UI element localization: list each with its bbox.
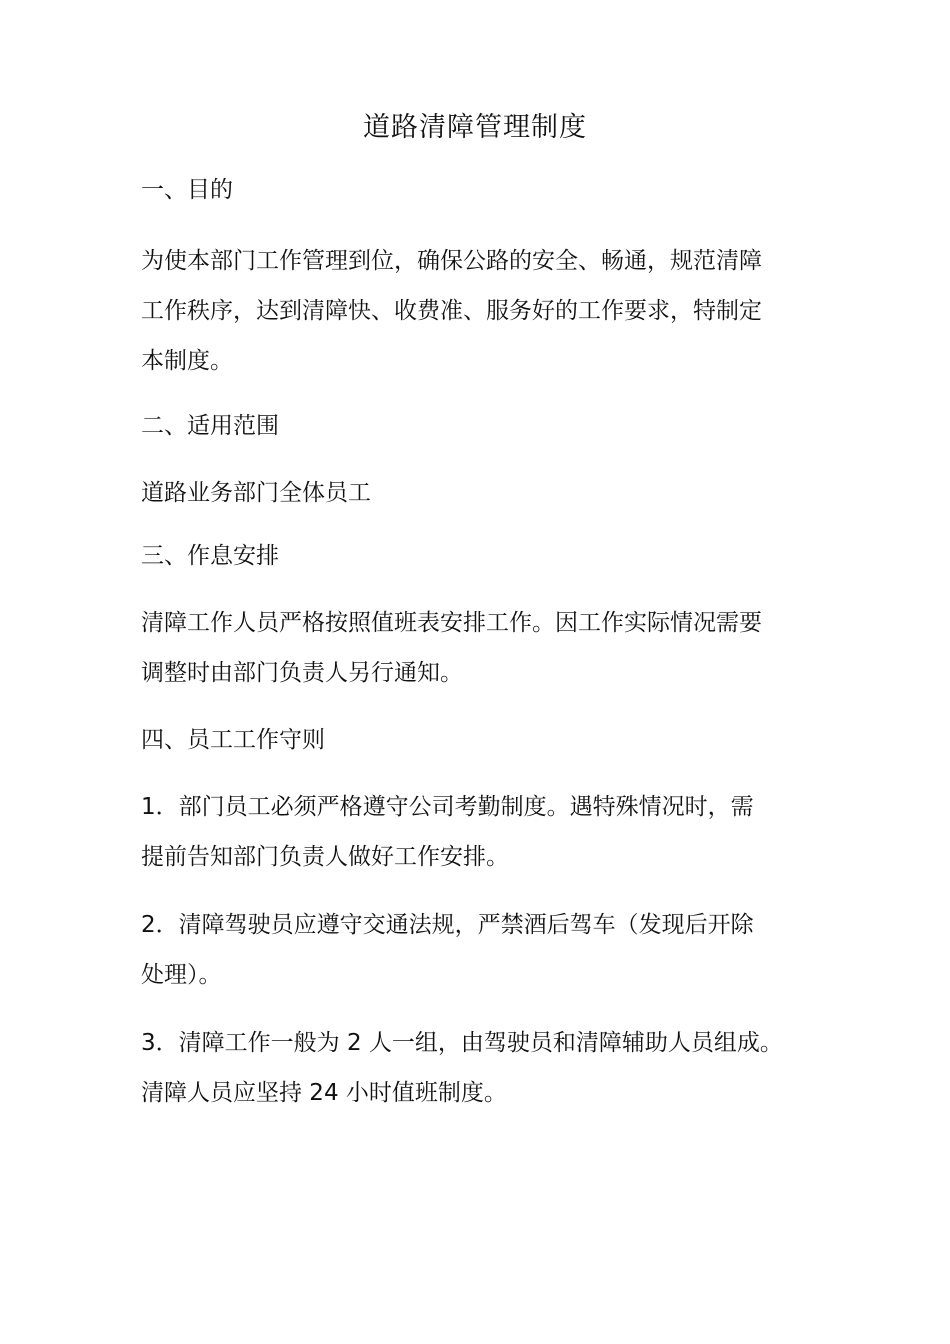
paragraph-line: 2．清障驾驶员应遵守交通法规，严禁酒后驾车（发现后开除 [141, 912, 754, 938]
paragraph-line: 清障人员应坚持 24 小时值班制度。 [141, 1080, 507, 1106]
section-heading-schedule: 三、作息安排 [141, 543, 279, 569]
paragraph-line: 处理）。 [141, 962, 222, 988]
rule-item-3 [141, 1018, 811, 1118]
rule-item-1 [141, 782, 811, 882]
section-paragraph-purpose [141, 236, 811, 386]
rule-item-2 [141, 900, 811, 1000]
section-paragraph-schedule [141, 598, 811, 698]
section-heading-rules: 四、员工工作守则 [141, 727, 325, 753]
document-body [141, 172, 811, 1118]
paragraph-line: 3．清障工作一般为 2 人一组，由驾驶员和清障辅助人员组成。 [141, 1030, 783, 1056]
section-heading-scope: 二、适用范围 [141, 413, 279, 439]
paragraph-line: 提前告知部门负责人做好工作安排。 [141, 844, 509, 870]
paragraph-line: 工作秩序，达到清障快、收费准、服务好的工作要求，特制定 [141, 298, 762, 324]
paragraph-line: 调整时由部门负责人另行通知。 [141, 660, 463, 686]
paragraph-line: 为使本部门工作管理到位，确保公路的安全、畅通，规范清障 [141, 248, 762, 274]
document-title: 道路清障管理制度 [363, 112, 587, 143]
paragraph-line: 道路业务部门全体员工 [141, 480, 371, 506]
paragraph-line: 本制度。 [141, 348, 233, 374]
paragraph-line: 清障工作人员严格按照值班表安排工作。因工作实际情况需要 [141, 610, 762, 636]
paragraph-line: 1．部门员工必须严格遵守公司考勤制度。遇特殊情况时，需 [141, 794, 754, 820]
section-heading-purpose: 一、目的 [141, 177, 233, 203]
section-paragraph-scope [141, 468, 811, 518]
